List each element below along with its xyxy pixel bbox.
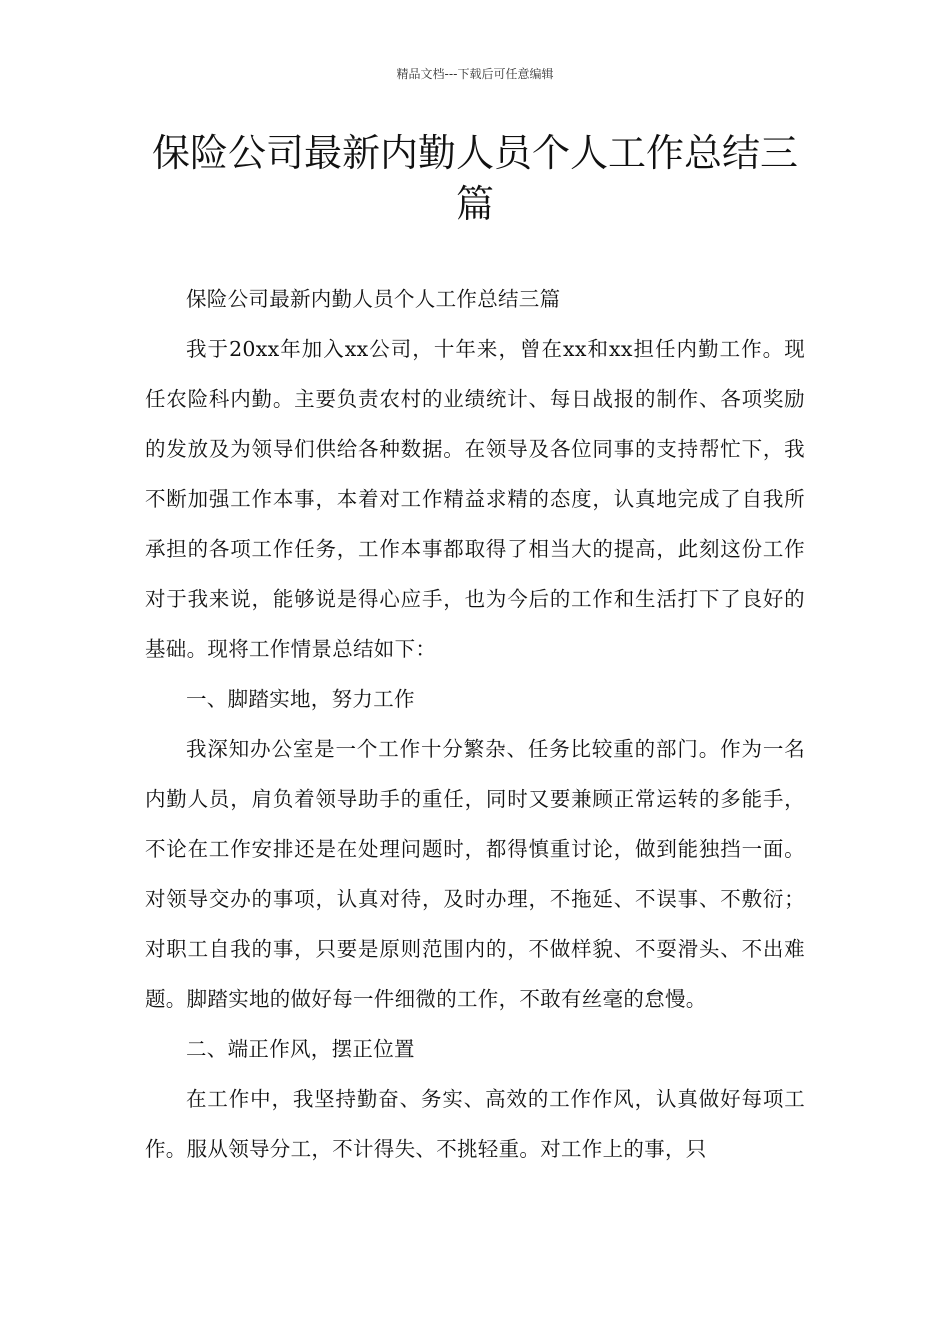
section-heading-2: 二、端正作风，摆正位置 [186, 1037, 415, 1061]
document-title [140, 128, 810, 230]
subtitle-paragraph: 保险公司最新内勤人员个人工作总结三篇 [186, 287, 561, 311]
header-note: 精品文档---下载后可任意编辑 [396, 67, 554, 81]
section-2-paragraph: 在工作中，我坚持勤奋、务实、高效的工作作风，认真做好每项工作。服从领导分工，不计得失、不挑轻重。对工作上的事，只 [145, 1087, 805, 1161]
section-heading-1: 一、脚踏实地，努力工作 [186, 687, 415, 711]
title-line-1: 保险公司最新内勤人员个人工作总结三 [151, 131, 798, 175]
document-body [145, 274, 805, 1174]
section-1-paragraph: 我深知办公室是一个工作十分繁杂、任务比较重的部门。作为一名内勤人员，肩负着领导助手的重任，同时又要兼顾正常运转的多能手，不论在工作安排还是在处理问题时，都得慎重讨论，做到能独挡一面。对领导交办的事项，认真对待，及时办理，不拖延、不误事、不敷衍；对职工自我的事，只要是原则范围内的，不做样貌、不耍滑头、不出难题。脚踏实地的做好每一件细微的工作，不敢有丝毫的怠慢。 [145, 737, 805, 1011]
title-line-2: 篇 [455, 182, 494, 226]
intro-paragraph: 我于20xx年加入xx公司，十年来，曾在xx和xx担任内勤工作。现任农险科内勤。主要负责农村的业绩统计、每日战报的制作、各项奖励的发放及为领导们供给各种数据。在领导及各位同事的支持帮忙下，我不断加强工作本事，本着对工作精益求精的态度，认真地完成了自我所承担的各项工作任务，工作本事都取得了相当大的提高，此刻这份工作对于我来说，能够说是得心应手，也为今后的工作和生活打下了良好的基础。现将工作情景总结如下： [145, 337, 805, 661]
